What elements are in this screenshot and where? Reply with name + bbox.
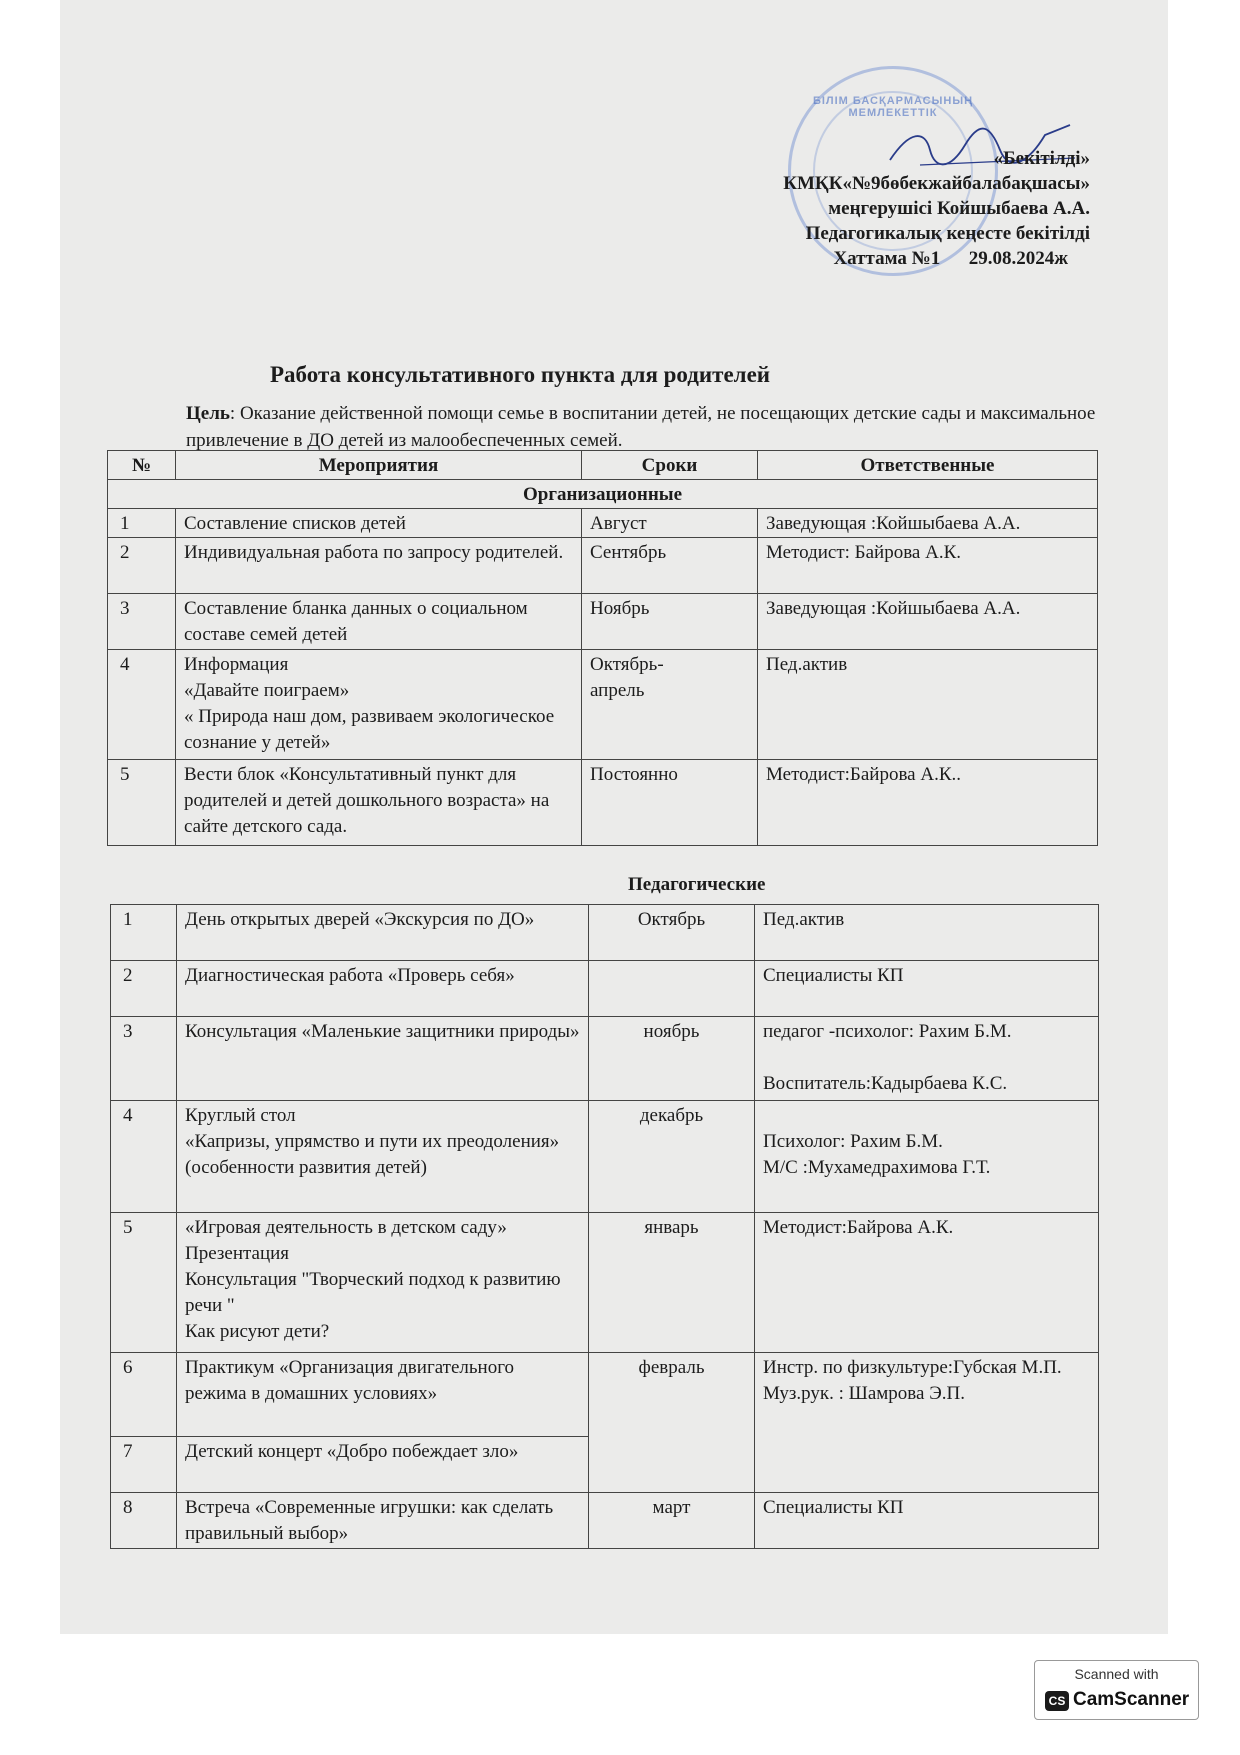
row-event: Встреча «Современные игрушки: как сделать правильный выбор»	[177, 1493, 589, 1549]
row-num: 7	[111, 1437, 177, 1493]
stamp-text: БІЛІМ БАСҚАРМАСЫНЫҢ МЕМЛЕКЕТТІК	[812, 95, 974, 119]
approval-line-3: меңгерушісі Койшыбаева А.А.	[828, 198, 1090, 219]
approval-line-2: КМҚК«№9бөбекжайбалабақшасы»	[783, 173, 1090, 194]
row-responsible: Заведующая :Койшыбаева А.А.	[758, 594, 1098, 650]
table-header-row	[108, 451, 1098, 480]
row-num: 2	[108, 538, 176, 594]
row-num: 4	[111, 1101, 177, 1213]
approval-line-1: «Бекітілді»	[993, 148, 1090, 169]
approval-line-5: Хаттама №1 29.08.2024ж	[833, 248, 1068, 269]
camscanner-badge	[1034, 1660, 1199, 1720]
header-event: Мероприятия	[176, 451, 582, 480]
table-row	[111, 1353, 1099, 1437]
section-pedagogical: Педагогические	[628, 874, 766, 895]
row-event: Диагностическая работа «Проверь себя»	[177, 961, 589, 1017]
row-responsible: Заведующая :Койшыбаева А.А.	[758, 509, 1098, 538]
row-dates: Октябрь	[589, 905, 755, 961]
table-row	[111, 1101, 1099, 1213]
pedagogical-table	[110, 904, 1099, 1549]
goal-paragraph	[186, 400, 1156, 454]
row-responsible: Специалисты КП	[755, 1493, 1099, 1549]
row-num: 4	[108, 650, 176, 760]
row-dates: Сентябрь	[582, 538, 758, 594]
camscanner-brand: CamScanner	[1073, 1689, 1190, 1710]
row-event: Вести блок «Консультативный пункт для родителей и детей дошкольного возраста» на сайте детского сада.	[176, 760, 582, 846]
row-dates: Постоянно	[582, 760, 758, 846]
row-responsible: педагог -психолог: Рахим Б.М. Воспитатель:Кадырбаева К.С.	[755, 1017, 1099, 1101]
camscanner-logo-icon: CS	[1045, 1691, 1069, 1711]
row-event: День открытых дверей «Экскурсия по ДО»	[177, 905, 589, 961]
row-dates: Август	[582, 509, 758, 538]
row-event: Составление списков детей	[176, 509, 582, 538]
row-responsible: Методист: Байрова А.К.	[758, 538, 1098, 594]
row-event: Практикум «Организация двигательного режима в домашних условиях»	[177, 1353, 589, 1437]
table-row	[108, 509, 1098, 538]
row-responsible: Специалисты КП	[755, 961, 1099, 1017]
row-num: 3	[108, 594, 176, 650]
organizational-table	[107, 450, 1098, 846]
row-num: 1	[108, 509, 176, 538]
table-row	[108, 594, 1098, 650]
page-title: Работа консультативного пункта для родителей	[270, 362, 771, 387]
table-row	[111, 905, 1099, 961]
row-num: 8	[111, 1493, 177, 1549]
table-row	[111, 1213, 1099, 1353]
row-event: Круглый стол «Капризы, упрямство и пути их преодоления» (особенности развития детей)	[177, 1101, 589, 1213]
header-dates: Сроки	[582, 451, 758, 480]
row-num: 2	[111, 961, 177, 1017]
row-dates	[589, 961, 755, 1017]
table-row	[111, 1017, 1099, 1101]
row-num: 5	[111, 1213, 177, 1353]
row-responsible: Пед.актив	[758, 650, 1098, 760]
row-event: Составление бланка данных о социальном составе семей детей	[176, 594, 582, 650]
row-num: 6	[111, 1353, 177, 1437]
row-event: Детский концерт «Добро побеждает зло»	[177, 1437, 589, 1493]
row-dates: ноябрь	[589, 1017, 755, 1101]
table-row	[108, 760, 1098, 846]
row-dates: декабрь	[589, 1101, 755, 1213]
row-num: 3	[111, 1017, 177, 1101]
row-dates: Октябрь- апрель	[582, 650, 758, 760]
row-num: 5	[108, 760, 176, 846]
goal-text: : Оказание действенной помощи семье в воспитании детей, не посещающих детские сады и максимальное привлечение в ДО детей из малообеспеченных семей.	[186, 403, 1096, 451]
header-responsible: Ответственные	[758, 451, 1098, 480]
table-row	[108, 538, 1098, 594]
row-event: «Игровая деятельность в детском саду» Презентация Консультация "Творческий подход к развитию речи " Как рисуют дети?	[177, 1213, 589, 1353]
table-row	[111, 1493, 1099, 1549]
header-num: №	[108, 451, 176, 480]
table-row	[108, 650, 1098, 760]
row-responsible: Методист:Байрова А.К.	[755, 1213, 1099, 1353]
section-row	[108, 480, 1098, 509]
row-event: Индивидуальная работа по запросу родителей.	[176, 538, 582, 594]
table-row	[111, 961, 1099, 1017]
row-dates: февраль	[589, 1353, 755, 1493]
row-dates: январь	[589, 1213, 755, 1353]
row-num: 1	[111, 905, 177, 961]
approval-block	[783, 146, 1090, 271]
row-responsible: Психолог: Рахим Б.М. М/С :Мухамедрахимова Г.Т.	[755, 1101, 1099, 1213]
row-event: Информация «Давайте поиграем» « Природа наш дом, развиваем экологическое сознание у детей»	[176, 650, 582, 760]
row-responsible: Методист:Байрова А.К..	[758, 760, 1098, 846]
row-responsible: Инстр. по физкультуре:Губская М.П. Муз.рук. : Шамрова Э.П.	[755, 1353, 1099, 1493]
row-event: Консультация «Маленькие защитники природы»	[177, 1017, 589, 1101]
section-organizational: Организационные	[108, 480, 1098, 509]
row-dates: Ноябрь	[582, 594, 758, 650]
approval-line-4: Педагогикалық кеңесте бекітілді	[805, 223, 1090, 244]
goal-label: Цель	[186, 403, 230, 424]
row-responsible: Пед.актив	[755, 905, 1099, 961]
row-dates: март	[589, 1493, 755, 1549]
scanned-with-label: Scanned with	[1074, 1666, 1159, 1682]
